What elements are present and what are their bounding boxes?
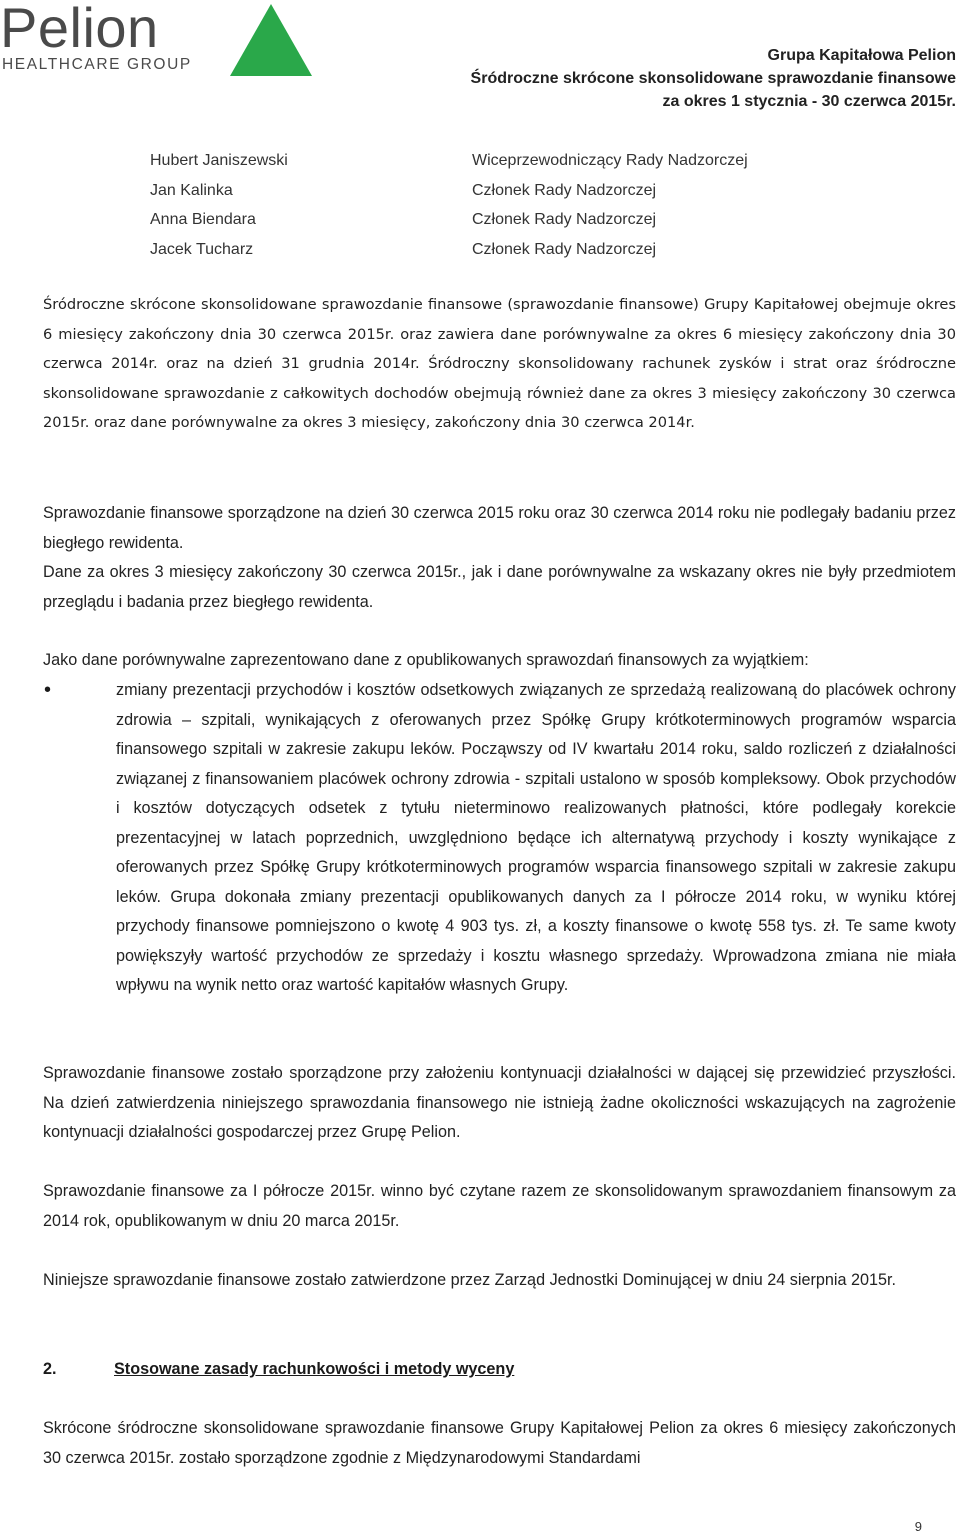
section-number: 2. xyxy=(43,1360,57,1378)
logo-tagline: HEALTHCARE GROUP xyxy=(2,56,192,73)
paragraph-going-concern: Sprawozdanie finansowe zostało sporządzone przy założeniu kontynuacji działalności w dającej się przewidzieć przyszłości. Na dzień zatwierdzenia niniejszego sprawozdania finansowego nie istnieją żadne okoliczności wskazujących na zagrożenie kontynuacji działalności gospodarczej przez Grupę Pelion. xyxy=(43,1064,956,1141)
board-member-role: Członek Rady Nadzorczej xyxy=(472,211,657,228)
board-member-row xyxy=(150,176,930,206)
board-member-name: Jan Kalinka xyxy=(150,181,233,199)
board-member-role: Członek Rady Nadzorczej xyxy=(472,181,657,199)
paragraph-read-together: Sprawozdanie finansowe za I półrocze 2015r. winno być czytane razem ze skonsolidowanym sprawozdaniem finansowym za 2014 rok, opublikowanym w dniu 20 marca 2015r. xyxy=(43,1182,956,1230)
page-number: 9 xyxy=(914,1519,922,1534)
board-member-name: Hubert Janiszewski xyxy=(150,152,288,169)
paragraph-standards: Skrócone śródroczne skonsolidowane sprawozdanie finansowe Grupy Kapitałowej Pelion za okres 6 miesięcy zakończonych 30 czerwca 2015r. zostało sporządzone zgodnie z Międzynarodowymi Standardami xyxy=(43,1419,956,1467)
header-period: za okres 1 stycznia - 30 czerwca 2015r. xyxy=(662,93,956,110)
paragraph-comparatives: Jako dane porównywalne zaprezentowano dane z opublikowanych sprawozdań finansowych za wyjątkiem: xyxy=(43,651,809,669)
document-header xyxy=(471,44,956,113)
board-member-name: Jacek Tucharz xyxy=(150,240,254,258)
board-member-role: Wiceprzewodniczący Rady Nadzorczej xyxy=(472,152,748,169)
paragraph-audit: Sprawozdanie finansowe sporządzone na dzień 30 czerwca 2015 roku oraz 30 czerwca 2014 roku nie podlegały badaniu przez biegłego rewidenta. xyxy=(43,504,956,552)
header-report-title: Śródroczne skrócone skonsolidowane sprawozdanie finansowe xyxy=(470,70,956,87)
supervisory-board-list xyxy=(150,146,930,264)
board-member-row xyxy=(150,205,930,235)
logo-triangle-icon xyxy=(230,4,312,76)
board-member-row xyxy=(150,146,930,176)
company-logo xyxy=(0,2,320,80)
header-group-name: Grupa Kapitałowa Pelion xyxy=(767,47,956,64)
bullet-item-presentation-change: zmiany prezentacji przychodów i kosztów odsetkowych związanych ze sprzedażą realizowaną do placówek ochrony zdrowia – szpitali, wynikających z oferowanych przez Spółkę Grupy krótkoterminowych programów wsparcia finansowego szpitali w zakresie zakupu leków. Począwszy od IV kwartału 2014 roku, saldo rozliczeń z działalności związanej z finansowaniem placówek ochrony zdrowia - szpitali ustalono w sposób kompleksowy. Obok przychodów i kosztów dotyczących odsetek z tytułu nieterminowo realizowanych płatności, które podlegały korekcie prezentacyjnej w latach poprzednich, uwzględniono będące ich alternatywą przychody i koszty wynikające z oferowanych przez Spółkę Grupy krótkoterminowych programów wsparcia finansowego szpitali w zakresie zakupu leków. Grupa dokonała zmiany prezentacji opublikowanych danych za I półrocze 2014 roku, w wyniku której przychody finansowe pomniejszono o kwotę 4 903 tys. zł, a koszty finansowe o kwotę 558 tys. zł. Te same kwoty powiększyły wartość przychodów ze sprzedaży i kosztu własnego sprzedaży. Wprowadzona zmiana nie miała wpływu na wynik netto oraz wartość kapitałów własnych Grupy. xyxy=(116,681,956,994)
logo-wordmark: Pelion xyxy=(0,0,159,59)
board-member-name: Anna Biendara xyxy=(150,211,256,228)
section-title: Stosowane zasady rachunkowości i metody wyceny xyxy=(114,1360,515,1378)
paragraph-scope: Śródroczne skrócone skonsolidowane sprawozdanie finansowe (sprawozdanie finansowe) Grupy Kapitałowej obejmuje okres 6 miesięcy zakończony dnia 30 czerwca 2015r. oraz zawiera dane porównywalne za okres 6 miesięcy zakończony dnia 30 czerwca 2014r. oraz na dzień 31 grudnia 2014r. Śródroczny skonsolidowany rachunek zysków i strat oraz śródroczne skonsolidowane sprawozdanie z całkowitych dochodów obejmują również dane za okres 3 miesięcy zakończony 30 czerwca 2015r. oraz dane porównywalne za okres 3 miesięcy, zakończony dnia 30 czerwca 2014r. xyxy=(43,296,956,431)
board-member-row xyxy=(150,235,930,265)
paragraph-approval: Niniejsze sprawozdanie finansowe zostało zatwierdzone przez Zarząd Jednostki Dominującej w dniu 24 sierpnia 2015r. xyxy=(43,1271,896,1289)
board-member-role: Członek Rady Nadzorczej xyxy=(472,240,657,258)
paragraph-review: Dane za okres 3 miesięcy zakończony 30 czerwca 2015r., jak i dane porównywalne za wskazany okres nie były przedmiotem przeglądu i badania przez biegłego rewidenta. xyxy=(43,563,956,611)
bullet-icon: • xyxy=(44,679,52,701)
